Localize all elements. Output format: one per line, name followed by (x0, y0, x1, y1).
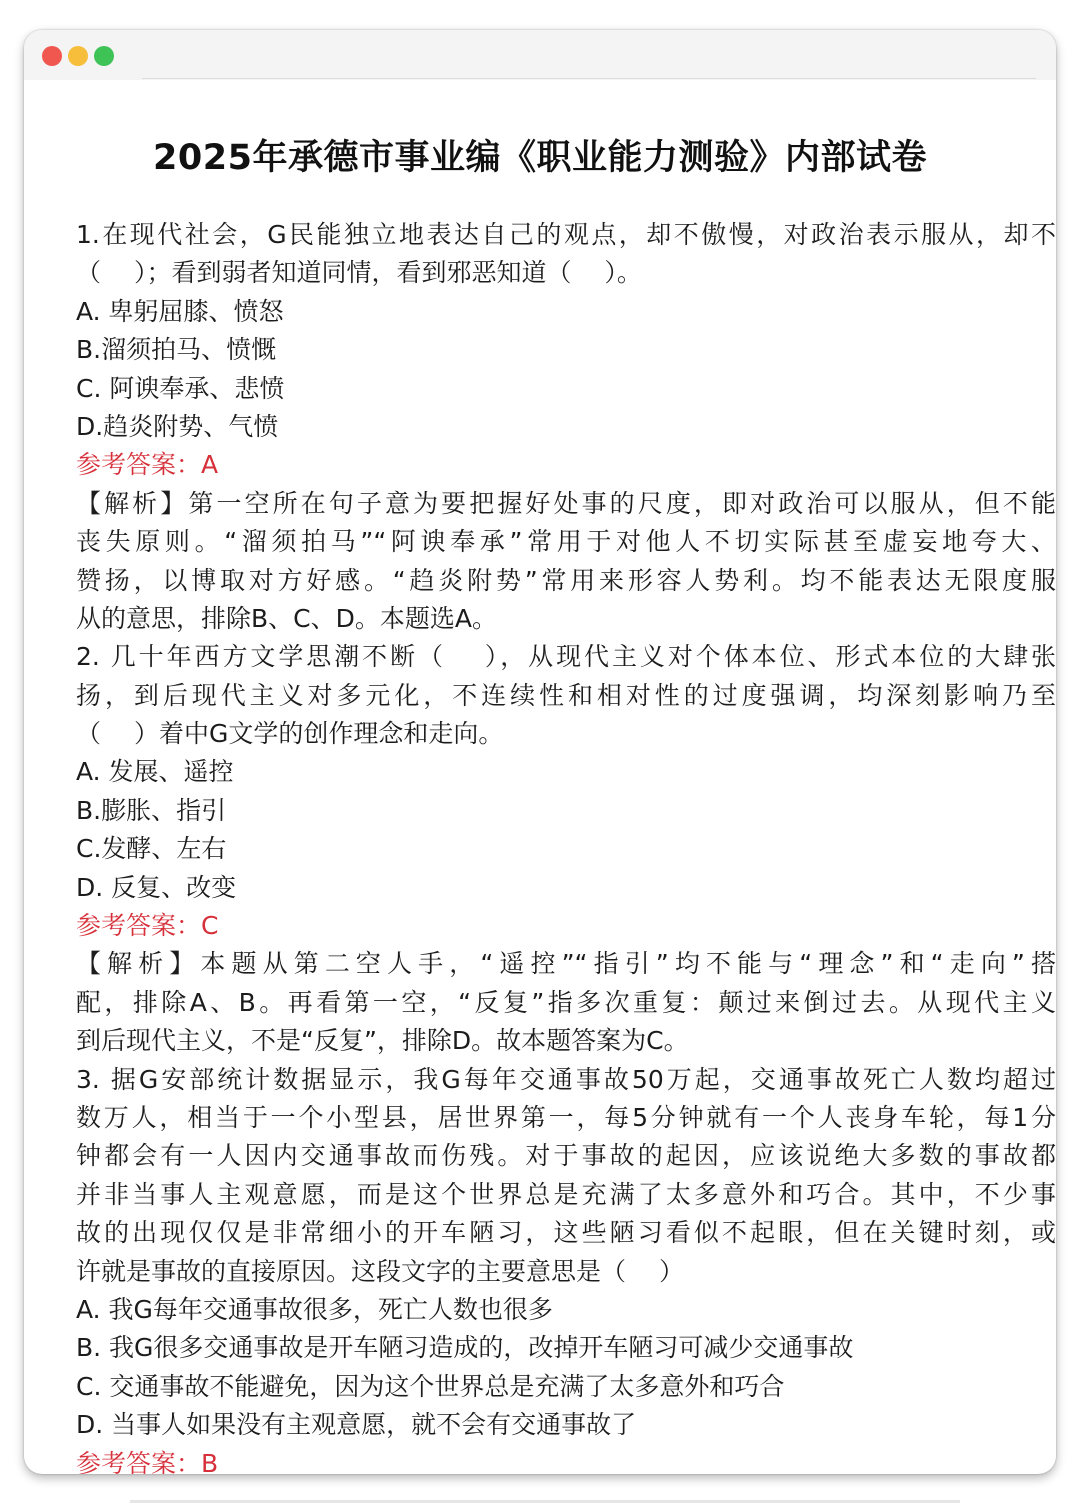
q1-analysis-line: 从的意思，排除B、C、D。本题选A。 (76, 603, 497, 633)
q3-option-b: B. 我G很多交通事故是开车陋习造成的，改掉开车陋习可减少交通事故 (76, 1333, 854, 1363)
q1-option-d: D.趋炎附势、气愤 (76, 411, 279, 441)
q2-stem-line: （ ）着中G文学的创作理念和走向。 (76, 719, 504, 749)
q3-stem-line: 故的出现仅仅是非常细小的开车陋习，这些陋习看似不起眼，但在关键时刻，或 (76, 1218, 1056, 1248)
q2-option-a: A. 发展、遥控 (76, 757, 234, 787)
q3-option-c: C. 交通事故不能避免，因为这个世界总是充满了太多意外和巧合 (76, 1371, 785, 1401)
q1-option-c: C. 阿谀奉承、悲愤 (76, 373, 285, 403)
q2-stem-line: 2. 几十年西方文学思潮不断（ ），从现代主义对个体本位、形式本位的大肆张 (76, 642, 1056, 672)
q2-analysis-line: 【解析】本题从第二空人手，“遥控”“指引”均不能与“理念”和“走向”搭 (76, 949, 1056, 979)
page-title: 2025年承德市事业编《职业能力测验》内部试卷 (153, 138, 927, 178)
close-dot-icon[interactable] (42, 46, 62, 66)
q3-stem-line: 钟都会有一人因内交通事故而伤残。对于事故的起因，应该说绝大多数的事故都 (76, 1141, 1056, 1171)
q2-analysis-line: 到后现代主义，不是“反复”，排除D。故本题答案为C。 (76, 1026, 689, 1056)
q2-answer: 参考答案：C (76, 911, 219, 941)
q3-answer: 参考答案：B (76, 1448, 219, 1474)
q3-stem-line: 3. 据G安部统计数据显示，我G每年交通事故50万起，交通事故死亡人数均超过 (76, 1064, 1056, 1094)
q2-analysis-line: 配，排除A、B。再看第一空，“反复”指多次重复：颠过来倒过去。从现代主义 (76, 987, 1056, 1017)
q3-stem-line: 数万人，相当于一个小型县，居世界第一，每5分钟就有一个人丧身车轮，每1分 (76, 1102, 1056, 1132)
q2-option-c: C.发酵、左右 (76, 834, 227, 864)
q1-option-b: B.溜须拍马、愤慨 (76, 335, 277, 365)
titlebar-divider (142, 78, 1036, 79)
q1-stem-line: 1.在现代社会，G民能独立地表达自己的观点，却不傲慢，对政治表示服从，却不 (76, 220, 1056, 249)
q1-analysis-line: 丧失原则。“溜须拍马”“阿谀奉承”常用于对他人不切实际甚至虚妄地夸大、 (76, 527, 1056, 557)
q1-analysis-line: 赞扬，以博取对方好感。“趋炎附势”常用来形容人势利。均不能表达无限度服 (76, 565, 1056, 595)
question-content (76, 216, 1056, 1474)
q1-option-a: A. 卑躬屈膝、愤怒 (76, 296, 284, 326)
q3-stem-line: 并非当事人主观意愿，而是这个世界总是充满了太多意外和巧合。其中，不少事 (76, 1179, 1056, 1209)
minimize-dot-icon[interactable] (68, 46, 88, 66)
q3-stem-line: 许就是事故的直接原因。这段文字的主要意思是（ ） (76, 1256, 684, 1286)
q2-option-b: B.膨胀、指引 (76, 795, 227, 825)
page-bottom-divider (130, 1500, 960, 1503)
q2-stem-line: 扬，到后现代主义对多元化，不连续性和相对性的过度强调，均深刻影响乃至 (76, 680, 1056, 710)
q3-option-a: A. 我G每年交通事故很多，死亡人数也很多 (76, 1294, 553, 1324)
q1-stem-line: （ ）；看到弱者知道同情，看到邪恶知道（ ）。 (76, 258, 642, 288)
q1-answer: 参考答案：A (76, 450, 219, 480)
maximize-dot-icon[interactable] (94, 46, 114, 66)
q2-option-d: D. 反复、改变 (76, 872, 237, 902)
document-window (24, 30, 1056, 1474)
window-titlebar (24, 30, 1056, 80)
q1-analysis-line: 【解析】第一空所在句子意为要把握好处事的尺度，即对政治可以服从，但不能 (76, 488, 1056, 518)
q3-option-d: D. 当事人如果没有主观意愿，就不会有交通事故了 (76, 1410, 637, 1440)
